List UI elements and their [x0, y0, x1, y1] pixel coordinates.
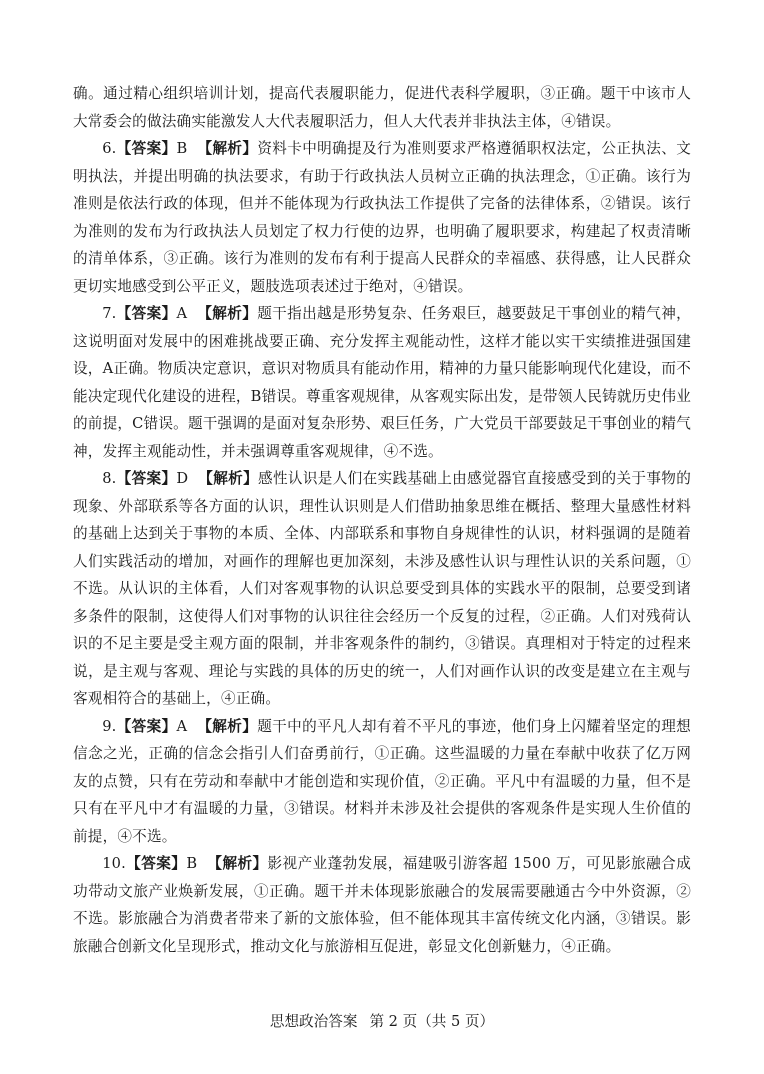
answer-label: 【答案】 — [116, 305, 177, 322]
footer-page-number: 第 2 页（共 5 页） — [369, 1013, 495, 1030]
answer-letter: B — [186, 855, 198, 872]
answer-label: 【答案】 — [116, 140, 177, 157]
answer-label: 【答案】 — [116, 470, 177, 487]
analysis-text: 题干中的平凡人却有着不平凡的事迹，他们身上闪耀着坚定的理想信念之光，正确的信念会指引人们奋勇前行，①正确。这些温暖的力量在奉献中收获了亿万网友的点赞，只有在劳动和奉献中才能创造和实现价值，②正确。平凡中有温暖的力量，但不是只有在平凡中才有温暖的力量，③错误。材料并未涉及社会提供的客观条件是实现人生价值的前提，④不选。 — [73, 717, 691, 845]
question-number: 7. — [102, 305, 117, 322]
analysis-label: 【解析】 — [207, 855, 268, 872]
answer-label: 【答案】 — [116, 717, 177, 735]
analysis-label: 【解析】 — [197, 140, 258, 157]
analysis-label: 【解析】 — [198, 470, 259, 487]
question-9 — [73, 713, 691, 851]
analysis-label: 【解析】 — [197, 717, 258, 735]
question-7 — [73, 300, 691, 465]
answer-content — [73, 80, 691, 960]
analysis-text: 影视产业蓬勃发展，福建吸引游客超 1500 万，可见影旅融合成功带动文旅产业焕新发展，①正确。题干并未体现影旅融合的发展需要融通古今中外资源，②不选。影旅融合为消费者带来了新的文旅体验，但不能体现其丰富传统文化内涵，③错误。影旅融合创新文化呈现形式，推动文化与旅游相互促进，彰显文化创新魅力，④正确。 — [73, 855, 691, 955]
analysis-text: 题干指出越是形势复杂、任务艰巨，越要鼓足干事创业的精气神，这说明面对发展中的困难挑战要正确、充分发挥主观能动性，这样才能以实干实绩推进强国建设，A正确。物质决定意识，意识对物质具有能动作用，精神的力量只能影响现代化建设，而不能决定现代化建设的进程，B错误。尊重客观规律，从客观实际出发，是带领人民铸就历史伟业的前提，C错误。题干强调的是面对复杂形势、艰巨任务，广大党员干部要鼓足干事创业的精气神，发挥主观能动性，并未强调尊重客观规律，④不选。 — [73, 305, 691, 460]
analysis-label: 【解析】 — [197, 305, 258, 322]
footer-subject: 思想政治答案 — [269, 1013, 358, 1030]
answer-letter: B — [176, 140, 188, 157]
question-number: 9. — [102, 717, 117, 735]
page-footer — [0, 1012, 764, 1032]
question-number: 6. — [102, 140, 117, 157]
continued-paragraph: 确。通过精心组织培训计划，提高代表履职能力，促进代表科学履职，③正确。题干中该市人大常委会的做法确实能激发人大代表履职活力，但人大代表并非执法主体，④错误。 — [73, 85, 691, 130]
answer-letter: A — [176, 717, 188, 735]
analysis-text: 感性认识是人们在实践基础上由感觉器官直接感受到的关于事物的现象、外部联系等各方面的认识，理性认识则是人们借助抽象思维在概括、整理大量感性材料的基础上达到关于事物的本质、全体、内部联系和事物自身规律性的认识，材料强调的是随着人们实践活动的增加，对画作的理解也更加深刻，未涉及感性认识与理性认识的关系问题，①不选。从认识的主体看，人们对客观事物的认识总要受到具体的实践水平的限制，总要受到诸多条件的限制，这使得人们对事物的认识往往会经历一个反复的过程，②正确。人们对残荷认识的不足主要是受主观方面的限制，并非客观条件的制约，③错误。真理相对于特定的过程来说，是主观与客观、理论与实践的具体的历史的统一，人们对画作认识的改变是建立在主观与客观相符合的基础上，④正确。 — [73, 470, 691, 707]
answer-letter: D — [176, 470, 189, 487]
answer-letter: A — [176, 305, 188, 322]
question-number: 10. — [102, 855, 126, 872]
question-6 — [73, 135, 691, 300]
question-8 — [73, 465, 691, 713]
question-10 — [73, 850, 691, 960]
answer-label: 【答案】 — [126, 855, 187, 872]
analysis-text: 资料卡中明确提及行为准则要求严格遵循职权法定，公正执法、文明执法，并提出明确的执法要求，有助于行政执法人员树立正确的执法理念，①正确。该行为准则是依法行政的体现，但并不能体现为行政执法工作提供了完备的法律体系，②错误。该行为准则的发布为行政执法人员划定了权力行使的边界，也明确了履职要求，构建起了权责清晰的清单体系，③正确。该行为准则的发布有利于提高人民群众的幸福感、获得感，让人民群众更切实地感受到公平正义，题肢选项表述过于绝对，④错误。 — [73, 140, 691, 295]
question-number: 8. — [102, 470, 117, 487]
